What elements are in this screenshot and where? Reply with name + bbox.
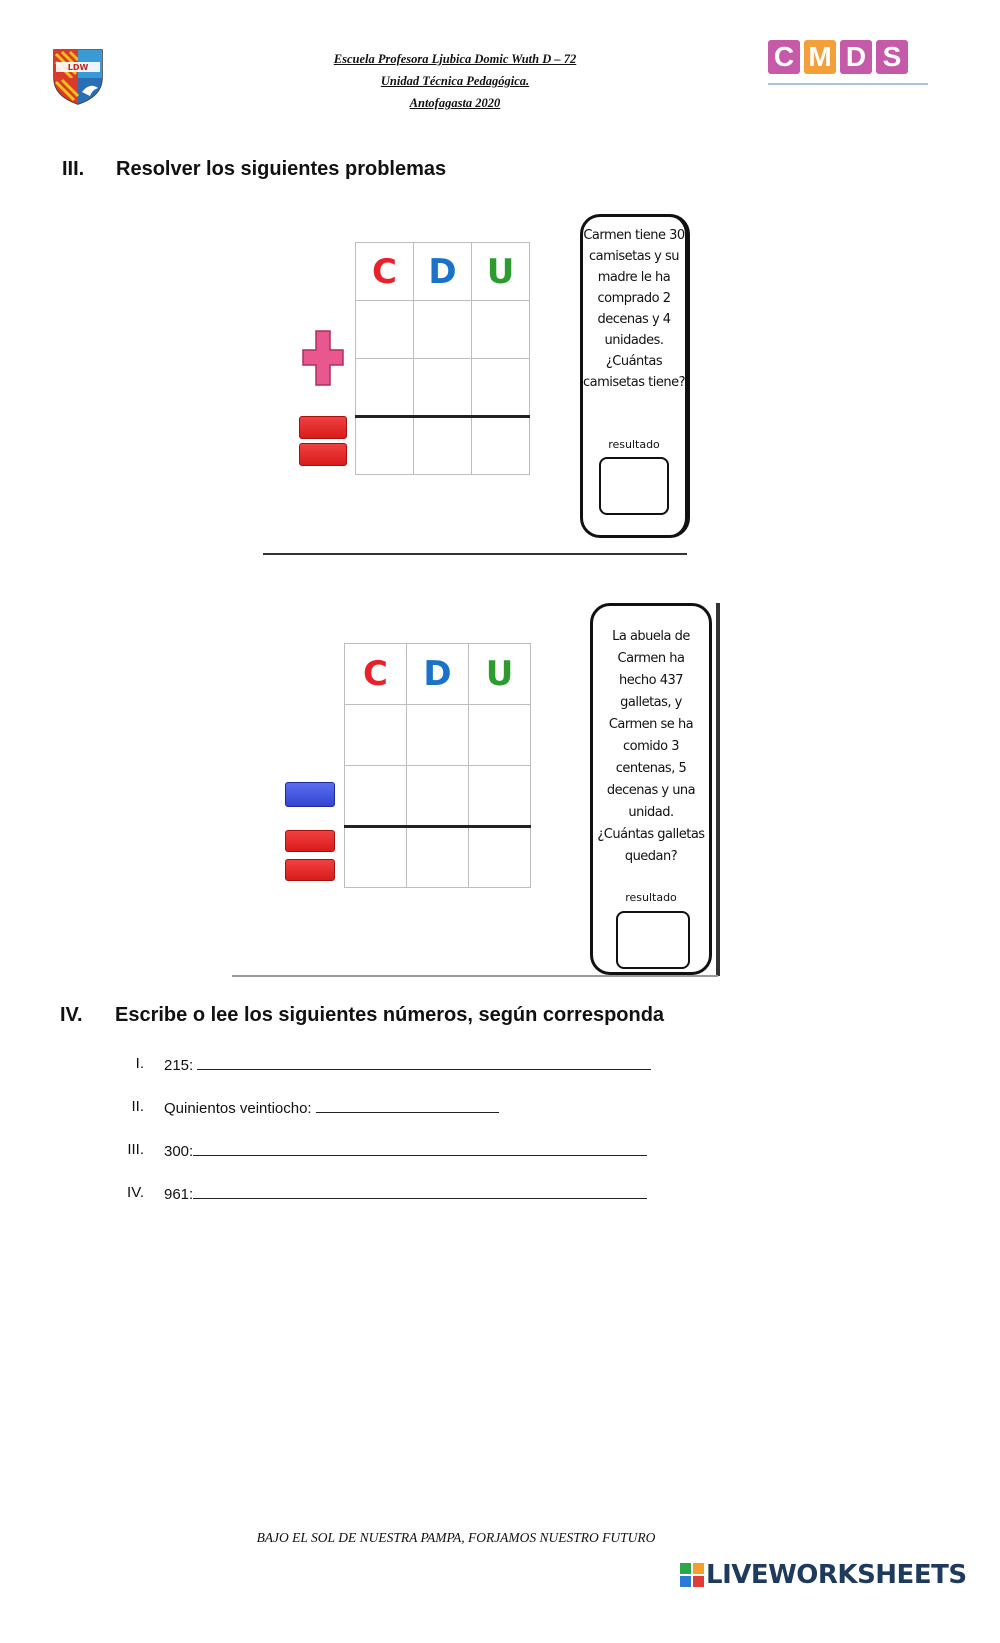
item-prompt: 961: bbox=[164, 1186, 194, 1203]
header-d: D bbox=[414, 243, 472, 301]
cmds-letter bbox=[804, 40, 836, 74]
school-motto: BAJO EL SOL DE NUESTRA PAMPA, FORJAMOS NUESTRO FUTURO bbox=[256, 1530, 656, 1545]
cdu-grid-1 bbox=[355, 242, 530, 475]
cdu-grid-2 bbox=[344, 643, 531, 888]
equals-icon-bottom bbox=[285, 859, 335, 881]
cmds-logo-underline bbox=[768, 83, 928, 85]
equals-icon-top bbox=[285, 830, 335, 852]
problem-2-baseline bbox=[232, 975, 718, 977]
cell[interactable] bbox=[469, 766, 531, 827]
problem-1-line: comprado 2 bbox=[597, 291, 671, 306]
result-cell[interactable] bbox=[472, 417, 530, 475]
liveworksheets-logo bbox=[680, 1560, 967, 1590]
result-cell[interactable] bbox=[469, 827, 531, 888]
item-prompt: 215: bbox=[164, 1057, 198, 1074]
problem-2-line: Carmen ha bbox=[617, 651, 685, 666]
school-crest bbox=[52, 48, 104, 106]
problem-2-side-edge bbox=[716, 603, 720, 976]
crest-text: LDW bbox=[67, 63, 89, 72]
cell[interactable] bbox=[414, 359, 472, 417]
problem-1-line: decenas y 4 bbox=[597, 312, 671, 327]
cell[interactable] bbox=[356, 359, 414, 417]
minus-icon bbox=[285, 782, 335, 807]
cell[interactable] bbox=[407, 705, 469, 766]
problem-1-answer-box[interactable] bbox=[599, 457, 669, 515]
item-prompt: 300: bbox=[164, 1143, 194, 1160]
cell[interactable] bbox=[356, 301, 414, 359]
header-c: C bbox=[356, 243, 414, 301]
section-3-number: III. bbox=[62, 158, 85, 180]
header-c: C bbox=[345, 644, 407, 705]
item-numeral: IV. bbox=[127, 1184, 144, 1201]
result-cell[interactable] bbox=[356, 417, 414, 475]
city-year: Antofagasta 2020 bbox=[409, 96, 501, 110]
problem-2-answer-box[interactable] bbox=[616, 911, 690, 969]
item-prompt: Quinientos veintiocho: bbox=[164, 1100, 316, 1117]
answer-line[interactable] bbox=[193, 1184, 647, 1199]
header-u: U bbox=[469, 644, 531, 705]
problem-2-line: galletas, y bbox=[620, 695, 682, 710]
result-cell[interactable] bbox=[407, 827, 469, 888]
result-cell[interactable] bbox=[345, 827, 407, 888]
problem-1-result-label: resultado bbox=[608, 438, 660, 451]
section-4-title: Escribe o lee los siguientes números, según corresponda bbox=[115, 1004, 665, 1026]
cell[interactable] bbox=[407, 766, 469, 827]
answer-line[interactable] bbox=[193, 1141, 647, 1156]
problem-1-line: Carmen tiene 30 bbox=[583, 228, 685, 243]
problem-1-card bbox=[580, 214, 690, 538]
cell[interactable] bbox=[414, 301, 472, 359]
item-numeral: III. bbox=[127, 1141, 144, 1158]
answer-line[interactable] bbox=[197, 1055, 651, 1070]
unit-name: Unidad Técnica Pedagógica. bbox=[380, 74, 530, 88]
equals-icon-bottom bbox=[299, 443, 347, 466]
cmds-letter: S bbox=[876, 40, 908, 74]
cell[interactable] bbox=[472, 301, 530, 359]
problem-1-baseline bbox=[263, 553, 687, 555]
cell[interactable] bbox=[469, 705, 531, 766]
section-3-title: Resolver los siguientes problemas bbox=[116, 158, 447, 180]
problem-1-text bbox=[583, 225, 685, 393]
answer-line[interactable] bbox=[316, 1098, 499, 1113]
liveworksheets-icon bbox=[680, 1563, 704, 1587]
cell[interactable] bbox=[345, 705, 407, 766]
problem-2-result-label: resultado bbox=[625, 891, 677, 904]
cmds-letter-text: M bbox=[808, 41, 832, 72]
header-d: D bbox=[407, 644, 469, 705]
cell[interactable] bbox=[345, 766, 407, 827]
problem-2-line: hecho 437 bbox=[618, 673, 684, 688]
problem-2-line: ¿Cuántas galletas bbox=[597, 827, 705, 842]
school-name: Escuela Profesora Ljubica Domic Wuth D – 72 bbox=[333, 52, 577, 66]
item-numeral: II. bbox=[131, 1098, 144, 1115]
problem-1-line: camisetas y su bbox=[589, 249, 679, 264]
section-4-number: IV. bbox=[60, 1004, 83, 1026]
problem-2-line: unidad. bbox=[628, 805, 674, 820]
problem-1-line: camisetas tiene? bbox=[583, 375, 685, 390]
cell[interactable] bbox=[472, 359, 530, 417]
item-numeral: I. bbox=[135, 1055, 144, 1072]
liveworksheets-brand: LIVEWORKSHEETS bbox=[706, 1560, 967, 1590]
result-cell[interactable] bbox=[414, 417, 472, 475]
cmds-logo bbox=[768, 40, 912, 74]
problem-2-line: comido 3 bbox=[623, 739, 679, 754]
problem-2-line: decenas y una bbox=[606, 783, 696, 798]
problem-2-line: La abuela de bbox=[612, 629, 690, 644]
problem-2-text bbox=[593, 626, 709, 868]
header-u: U bbox=[472, 243, 530, 301]
problem-1-line: unidades. bbox=[604, 333, 664, 348]
equals-icon-top bbox=[299, 416, 347, 439]
problem-2-line: quedan? bbox=[624, 849, 678, 864]
problem-1-line: madre le ha bbox=[597, 270, 671, 285]
problem-2-line: centenas, 5 bbox=[615, 761, 687, 776]
cmds-letter: D bbox=[840, 40, 872, 74]
problem-1-line: ¿Cuántas bbox=[605, 354, 663, 369]
plus-icon bbox=[301, 329, 345, 387]
problem-2-card bbox=[590, 603, 712, 975]
cmds-letter: C bbox=[768, 40, 800, 74]
problem-2-line: Carmen se ha bbox=[608, 717, 694, 732]
